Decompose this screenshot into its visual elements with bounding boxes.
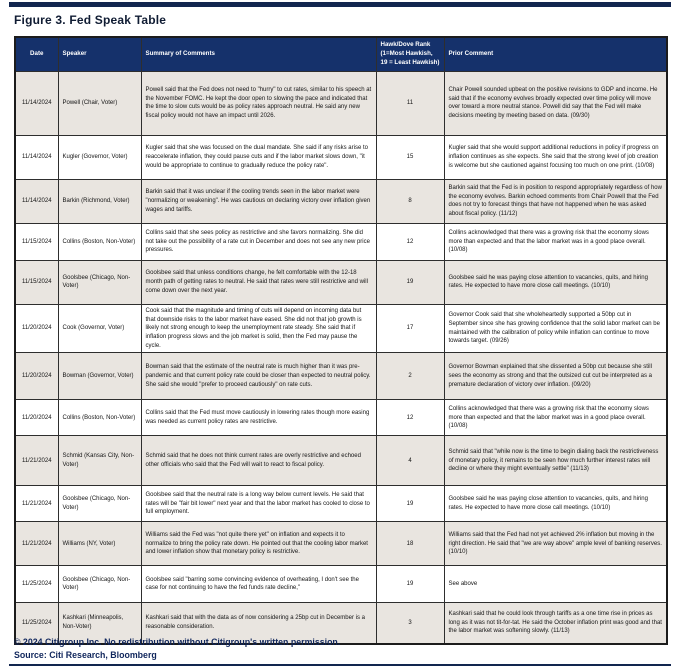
summary-cell: Powell said that the Fed does not need to "hurry" to cut rates, similar to his speech at the November FOMC. He kept the door open to slowing the pace and indicated that the time to slow cuts would be as policy rates approach neutral. He said any new fiscal policy would not have an impact until 2026. <box>141 71 376 135</box>
rank-cell: 18 <box>376 522 444 566</box>
rank-cell: 4 <box>376 436 444 486</box>
summary-cell: Bowman said that the estimate of the neutral rate is much higher than it was pre-pandemic and that current policy rate could be closer than expected to neutral policy. She said she would "prefer to proceed cautiously" on rate cuts. <box>141 353 376 400</box>
prior-comment-cell: Kashkari said that he could look through tariffs as a one time rise in prices as long as it was not tit-for-tat. He said the October inflation print was good and that the labor market was softening slowly. (11/13) <box>444 603 667 644</box>
summary-cell: Barkin said that it was unclear if the cooling trends seen in the labor market were "normalizing or weakening". He was cautious on declaring victory over inflation given wages and tariffs. <box>141 179 376 223</box>
source-text: Source: Citi Research, Bloomberg <box>14 650 157 660</box>
speaker-cell: Collins (Boston, Non-Voter) <box>58 223 141 260</box>
date-cell: 11/20/2024 <box>15 400 58 436</box>
table-row <box>15 436 667 486</box>
rank-cell: 17 <box>376 304 444 352</box>
table-row <box>15 71 667 135</box>
prior-comment-cell: Goolsbee said he was paying close attention to vacancies, quits, and hiring rates. He expected to have more close call meetings. (10/10) <box>444 486 667 522</box>
prior-comment-cell: Schmid said that "while now is the time to begin dialing back the restrictiveness of monetary policy, it remains to be seen how much further interest rates will decline or where they might eventually settle" (11/13) <box>444 436 667 486</box>
summary-cell: Collins said that she sees policy as restrictive and she favors normalizing. She did not take out the possibility of a rate cut in December and does not see any new price pressures. <box>141 223 376 260</box>
date-cell: 11/14/2024 <box>15 135 58 179</box>
speaker-cell: Collins (Boston, Non-Voter) <box>58 400 141 436</box>
date-cell: 11/21/2024 <box>15 436 58 486</box>
col-header-prior-comment: Prior Comment <box>444 37 667 71</box>
speaker-cell: Goolsbee (Chicago, Non-Voter) <box>58 260 141 304</box>
table-header-row <box>15 37 667 71</box>
table-row <box>15 486 667 522</box>
speaker-cell: Williams (NY, Voter) <box>58 522 141 566</box>
col-header-hawk-dove-rank: Hawk/Dove Rank (1=Most Hawkish, 19 = Least Hawkish) <box>376 37 444 71</box>
top-divider-rule <box>9 2 671 7</box>
prior-comment-cell: Collins acknowledged that there was a growing risk that the economy slows more than expected and that the labor market was in a good place overall. (10/08) <box>444 400 667 436</box>
summary-cell: Collins said that the Fed must move cautiously in lowering rates though more easing was needed as current policy rates are restrictive. <box>141 400 376 436</box>
rank-cell: 8 <box>376 179 444 223</box>
date-cell: 11/21/2024 <box>15 486 58 522</box>
summary-cell: Goolsbee said that unless conditions change, he felt comfortable with the 12-18 month path of getting rates to neutral. He said that rates were still restrictive and will come down over the next year. <box>141 260 376 304</box>
speaker-cell: Goolsbee (Chicago, Non-Voter) <box>58 486 141 522</box>
summary-cell: Kashkari said that with the data as of now considering a 25bp cut in December is a reasonable consideration. <box>141 603 376 644</box>
speaker-cell: Barkin (Richmond, Voter) <box>58 179 141 223</box>
date-cell: 11/14/2024 <box>15 179 58 223</box>
speaker-cell: Bowman (Governor, Voter) <box>58 353 141 400</box>
summary-cell: Goolsbee said "barring some convincing evidence of overheating, I don't see the case for not continuing to have the fed funds rate decline," <box>141 566 376 603</box>
summary-cell: Kugler said that she was focused on the dual mandate. She said if any risks arise to reaccelerate inflation, they could pause cuts and if the labor market slows down, "it would be appropriate to continue to gradually reduce the policy rate". <box>141 135 376 179</box>
date-cell: 11/20/2024 <box>15 353 58 400</box>
summary-cell: Goolsbee said that the neutral rate is a long way below current levels. He said that rates will be "fair bit lower" next year and that the labor market has cooled to close to full employment. <box>141 486 376 522</box>
speaker-cell: Powell (Chair, Voter) <box>58 71 141 135</box>
rank-cell: 2 <box>376 353 444 400</box>
col-header-summary: Summary of Comments <box>141 37 376 71</box>
table-row <box>15 400 667 436</box>
rank-cell: 19 <box>376 566 444 603</box>
date-cell: 11/14/2024 <box>15 71 58 135</box>
prior-comment-cell: Chair Powell sounded upbeat on the positive revisions to GDP and income. He said that if the economy evolves broadly expected over time policy will move over toward a more neutral stance. Powell did say that the Fed will make decisions meeting by meeting based on data. (09/30) <box>444 71 667 135</box>
speaker-cell: Kashkari (Minneapolis, Non-Voter) <box>58 603 141 644</box>
rank-cell: 15 <box>376 135 444 179</box>
figure-title: Figure 3. Fed Speak Table <box>14 13 167 27</box>
fed-speak-table-body <box>15 71 667 643</box>
speaker-cell: Schmid (Kansas City, Non-Voter) <box>58 436 141 486</box>
speaker-cell: Cook (Governor, Voter) <box>58 304 141 352</box>
rank-cell: 19 <box>376 260 444 304</box>
summary-cell: Williams said the Fed was "not quite there yet" on inflation and expects it to normalize to bring the policy rate down. He pointed out that the cooling labor market and lower inflation show that monetary policy is restrictive. <box>141 522 376 566</box>
date-cell: 11/25/2024 <box>15 566 58 603</box>
col-header-speaker: Speaker <box>58 37 141 71</box>
table-row <box>15 566 667 603</box>
bottom-divider-rule <box>9 664 671 666</box>
speaker-cell: Kugler (Governor, Voter) <box>58 135 141 179</box>
prior-comment-cell: See above <box>444 566 667 603</box>
summary-cell: Schmid said that he does not think current rates are overly restrictive and echoed other officials who said that the Fed will wait to react to fiscal policy. <box>141 436 376 486</box>
date-cell: 11/15/2024 <box>15 260 58 304</box>
summary-cell: Cook said that the magnitude and timing of cuts will depend on incoming data but that downside risks to the labor market have eased. She did not that job growth is likely not strong enough to keep the unemployment rate steady. She said that if inflation progress slows and the job market is solid, then the Fed may pause the cycle. <box>141 304 376 352</box>
prior-comment-cell: Collins acknowledged that there was a growing risk that the economy slows more than expected and that the labor market was in a good place overall. (10/08) <box>444 223 667 260</box>
rank-cell: 19 <box>376 486 444 522</box>
prior-comment-cell: Barkin said that the Fed is in position to respond appropriately regardless of how the economy evolves. Barkin echoed comments from Chair Powell that the Fed does not try to forecast things that have not happened when he was asked about fiscal policy. (11/12) <box>444 179 667 223</box>
copyright-text: © 2024 Citigroup Inc. No redistribution without Citigroup's written permission. <box>14 637 341 647</box>
col-header-date: Date <box>15 37 58 71</box>
prior-comment-cell: Governor Cook said that she wholeheartedly supported a 50bp cut in September since she has growing confidence that the solid labor market can be maintained with the calibration of policy while inflation can continue to move towards target. (09/26) <box>444 304 667 352</box>
rank-cell: 11 <box>376 71 444 135</box>
prior-comment-cell: Goolsbee said he was paying close attention to vacancies, quits, and hiring rates. He expected to have more close call meetings. (10/10) <box>444 260 667 304</box>
prior-comment-cell: Williams said that the Fed had not yet achieved 2% inflation but moving in the right direction. He said that "we are way above" ample level of banking reserves. (10/10) <box>444 522 667 566</box>
date-cell: 11/21/2024 <box>15 522 58 566</box>
date-cell: 11/20/2024 <box>15 304 58 352</box>
rank-cell: 12 <box>376 400 444 436</box>
table-row <box>15 135 667 179</box>
table-header <box>15 37 667 71</box>
table-row <box>15 260 667 304</box>
prior-comment-cell: Governor Bowman explained that she dissented a 50bp cut because she still sees the economy as strong and that the outsized cut cut be interpreted as a premature declaration of victory over inflation. (09/20) <box>444 353 667 400</box>
speaker-cell: Goolsbee (Chicago, Non-Voter) <box>58 566 141 603</box>
table-row <box>15 223 667 260</box>
rank-cell: 3 <box>376 603 444 644</box>
table-row <box>15 304 667 352</box>
table-row <box>15 179 667 223</box>
prior-comment-cell: Kugler said that she would support additional reductions in policy if progress on inflation continues as she expects. She said that the strong level of job creation is welcome but she cautioned against focusing too much on one print. (10/08) <box>444 135 667 179</box>
date-cell: 11/25/2024 <box>15 603 58 644</box>
rank-cell: 12 <box>376 223 444 260</box>
table-row <box>15 522 667 566</box>
table-row <box>15 353 667 400</box>
date-cell: 11/15/2024 <box>15 223 58 260</box>
fed-speak-table <box>14 36 668 645</box>
